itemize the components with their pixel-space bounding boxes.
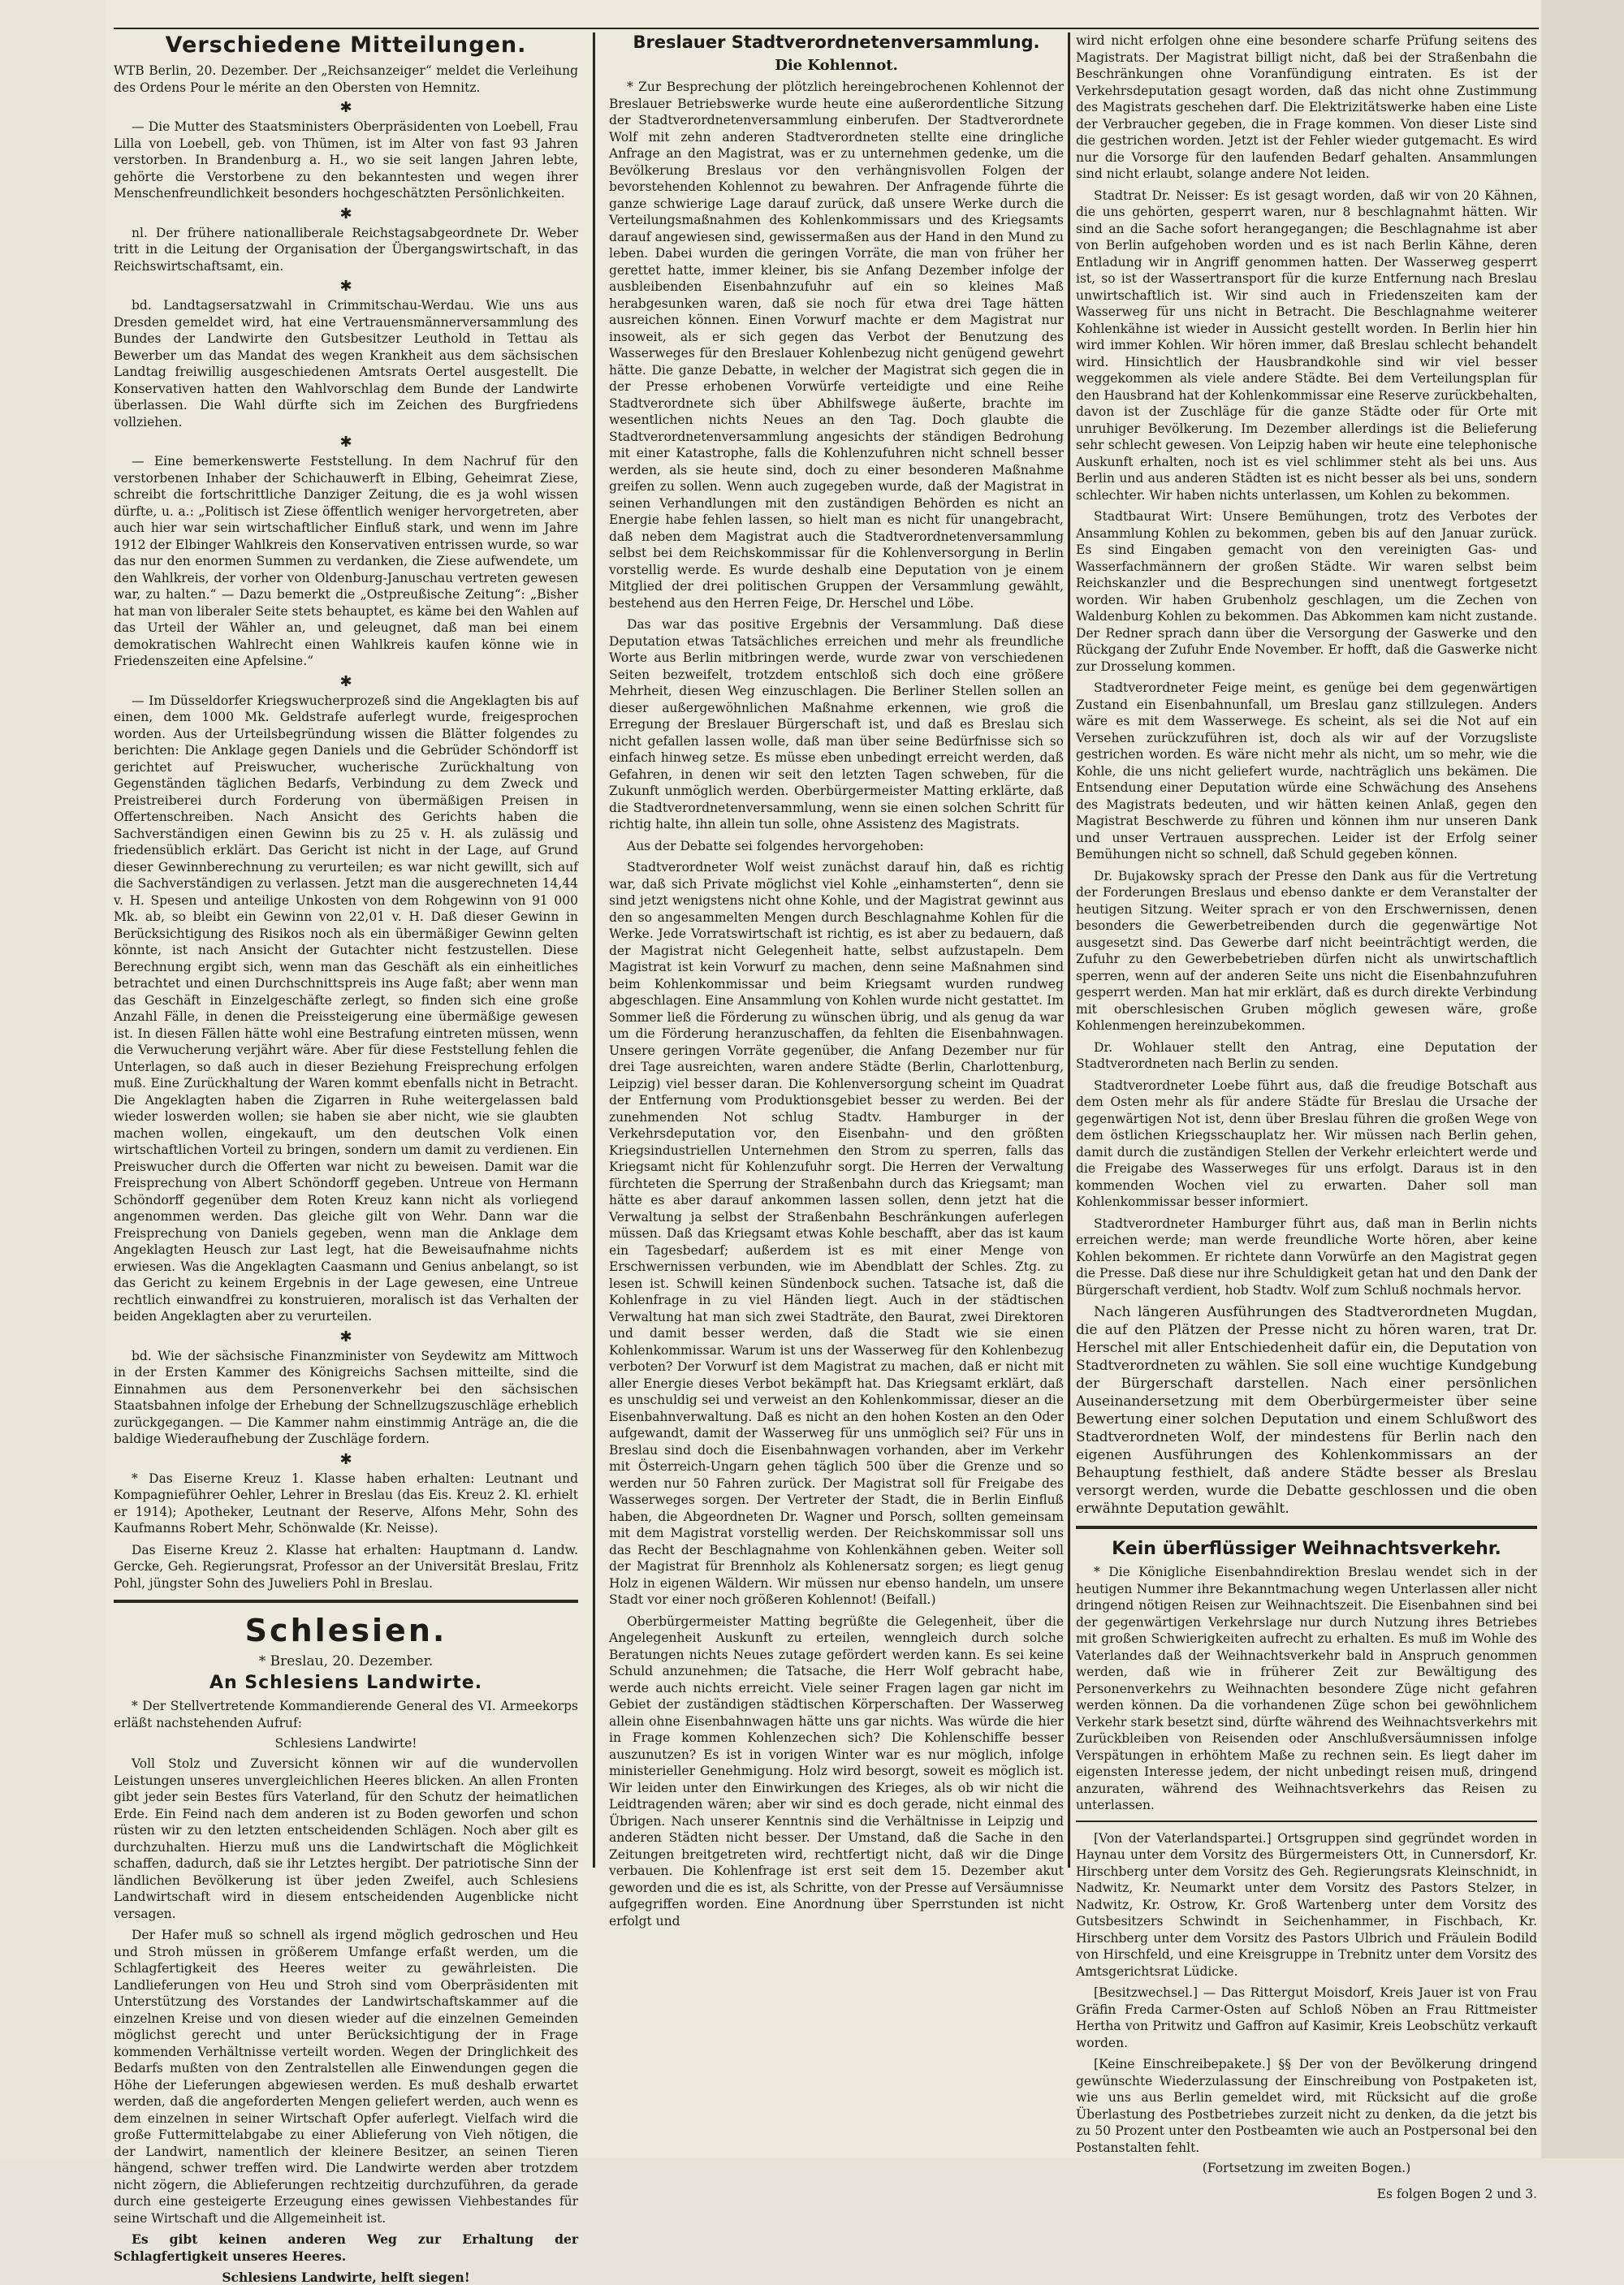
article-paragraph: Nach längeren Ausführungen des Stadtverordneten Mugdan, die auf den Plätzen der Presse nicht zu hören waren, trat Dr. Herschel mit aller Entschiedenheit dafür ein, die Deputation von Stadtverordneten zu wählen. Sie soll eine wuchtige Kundgebung der Bürgerschaft darstellen. Nach einer persönlichen Auseinandersetzung mit dem Oberbürgermeister über seine Bewertung einer solchen Deputation und einem Schlußwort des Stadtverordneten Wolf, der mindestens für Berlin nach den eigenen Ausführungen des Kohlenkommissars an der Behauptung festhielt, daß andere Städte besser als Breslau versorgt werden, wurde die Debatte geschlossen und die oben erwähnte Deputation gewählt. [1076,1304,1537,1517]
section-rule [1076,1526,1537,1529]
separator-star: ✱ [339,1328,352,1346]
column-left [114,32,578,2285]
article-paragraph: Aus der Debatte sei folgendes hervorgehoben: [627,838,924,853]
article-paragraph: Das war das positive Ergebnis der Versammlung. Daß diese Deputation etwas Tatsächliches erreichen und mehr als freundliche Worte aus Berlin mitbringen werde, wurde zwar von verschiedenen Seiten bezweifelt, trotzdem entschloß sich doch eine größere Mehrheit, diesen Weg einzuschlagen. Die Berliner Stellen sollen an dieser außergewöhnlichen Maßnahme erkennen, wie groß die Erregung der Breslauer Bürgerschaft ist, und daß es Breslau sich nicht gefallen lassen wolle, daß man über seine Bedürfnisse sich so einfach hinweg setze. Es müsse eben unbedingt erreicht werden, daß Gefahren, in denen wir seit den letzten Tagen schweben, für die Zukunft unmöglich werden. Oberbürgermeister Matting erklärte, daß die Stadtverordnetenversammlung, wenn sie einen solchen Schritt für richtig halte, ihn allein tun solle, ohne Assistenz des Magistrats. [609,617,1064,831]
article-paragraph: [Keine Einschreibepakete.] §§ Der von der Bevölkerung dringend gewünschte Wiederzulassung der Einschreibung von Postpaketen ist, wie uns aus Berlin gemeldet wird, mit Rücksicht auf die große Überlastung des Postbetriebes zurzeit nicht zu denken, da die jetzt bis zu 50 Prozent unter den Postbeamten wie auch an Postpersonal bei den Postanstalten fehlt. [1076,2057,1537,2155]
separator-star: ✱ [339,278,352,295]
article-paragraph: — Die Mutter des Staatsministers Oberpräsidenten von Loebell, Frau Lilla von Loebell, geb. von Thümen, ist im Alter von fast 93 Jahren verstorben. In Brandenburg a. H., wo sie seit langen Jahren lebte, gehörte die Verstorbene zu den bekanntesten und wegen ihrer Menschenfreundlichkeit besonders hochgeschätzten Persönlichkeiten. [114,119,578,201]
separator-star: ✱ [339,205,352,222]
article-headline-weihnachtsverkehr: Kein überflüssiger Weihnachtsverkehr. [1112,1539,1501,1559]
separator-star: ✱ [339,672,352,690]
section-heading-mitteilungen: Verschiedene Mitteilungen. [165,32,527,58]
article-paragraph: bd. Landtagsersatzwahl in Crimmitschau-Werdau. Wie uns aus Dresden gemeldet wird, hat eine Vertrauensmännerversammlung des Bundes der Landwirte den Gutsbesitzer Leuthold in Tettau als Bewerber um das Mandat des wegen Krankheit aus dem sächsischen Landtag freiwillig ausgeschiedenen Amtsrats Oertel ausgestellt. Die Konservativen hatten den Wahlvorschlag dem Bunde der Landwirte überlassen. Die Wahl dürfte sich im Zeichen des Burgfriedens vollziehen. [114,298,578,430]
article-paragraph: * Zur Besprechung der plötzlich hereingebrochenen Kohlennot der Breslauer Betriebswerke wurde heute eine außerordentliche Sitzung der Stadtverordnetenversammlung einberufen. Der Stadtverordnete Wolf mit zehn anderen Stadtverordneten stellte eine dringliche Anfrage an den Magistrat, was er zu unternehmen gedenke, um die Bevölkerung Breslaus vor den verhängnisvollen Folgen der bevorstehenden Kohlennot zu bewahren. Der Anfragende führte die ganze schwierige Lage darauf zurück, daß unsere Werke durch die Verteilungsmaßnahmen des Kohlenkommissars und des Kriegsamts darauf angewiesen sind, gewissermaßen aus der Hand in den Mund zu leben. Dabei wurden die geringen Vorräte, die man von früher her gerettet hatte, immer kleiner, bis sie Anfang Dezember infolge der ausbleibenden Eisenbahnzufuhr auf ein so kleines Maß herabgesunken waren, daß sie noch für etwa drei Tage hätten ausreichen können. Einen Vorwurf machte er dem Magistrat nur insoweit, als er sich gegen das Verbot der Benutzung des Wasserweges für den Breslauer Kohlenbezug nicht genügend gewehrt hätte. Die ganze Debatte, in welcher der Magistrat sich gegen die in der Presse erhobenen Vorwürfe verteidigte und eine Reihe Stadtverordnete sich über Abhilfswege äußerte, brachte im wesentlichen nichts Neues an den Tag. Doch glaubte die Stadtverordnetenversammlung angesichts der ständigen Bedrohung mit einer Katastrophe, falls die Kohlenzufuhren nicht schnell besser werden, als sie heute sind, doch zu einer besonderen Maßnahme greifen zu sollen. Wenn auch zugegeben wurde, daß der Magistrat in seinen Verhandlungen mit den zuständigen Behörden es nicht an Energie habe fehlen lassen, so hielt man es nicht für unangebracht, daß neben dem Magistrat auch die Stadtverordnetenversammlung selbst bei dem Reichskommissar für die Kohlenversorgung in Berlin vorstellig werde. Es wurde deshalb eine Deputation von je einem Mitglied der drei politischen Gruppen der Versammlung gewählt, bestehend aus den Herren Feige, Dr. Herschel und Löbe. [609,80,1064,611]
article-paragraph: * Das Eiserne Kreuz 1. Klasse haben erhalten: Leutnant und Kompagnieführer Oehler, Lehrer in Breslau (das Eis. Kreuz 2. Kl. erhielt er 1914); Apotheker, Leutnant der Reserve, Alfons Mehr, Sohn des Kaufmanns Robert Mehr, Schönwalde (Kr. Neisse). [114,1471,578,1536]
appeal-closing: Schlesiens Landwirte, helft siegen! [222,2270,470,2285]
section-rule [114,1600,578,1603]
page-edge [1541,0,1624,2158]
page-margin [0,0,106,2158]
section-heading-schlesien: Schlesien. [244,1613,447,1648]
article-paragraph: Stadtbaurat Wirt: Unsere Bemühungen, trotz des Verbotes der Ansammlung Kohlen zu bekommen, geben bis auf den Januar zurück. Es sind Eingaben gemacht von den vereinigten Gas- und Wasserfachmännern der großen Städte. Wir waren selbst beim Reichskanzler und die Besprechungen sind unentwegt fortgesetzt worden. Wir haben Grubenholz geschlagen, um die Zechen von Waldenburg Kohlen zu bekommen. Das Abkommen kam nicht zustande. Der Redner sprach dann über die Versorgung der Gaswerke und den Rückgang der Zufuhr Ende November. Er hofft, daß die Gaswerke nicht zur Drosselung kommen. [1076,509,1537,674]
article-headline: An Schlesiens Landwirte. [209,1673,483,1693]
column-right [1076,32,1537,2201]
continuation-note: (Fortsetzung im zweiten Bogen.) [1202,2161,1411,2175]
article-paragraph: [Besitzwechsel.] — Das Rittergut Moisdorf, Kreis Jauer ist von Frau Gräfin Freda Carmer-Osten auf Schloß Nöben an Frau Rittmeister Hertha von Pritwitz und Gaffron auf Kasimir, Kreis Leobschütz verkauft worden. [1076,1985,1537,2050]
separator-star: ✱ [339,99,352,116]
dateline: * Breslau, 20. Dezember. [258,1653,434,1669]
article-paragraph: nl. Der frühere nationalliberale Reichstagsabgeordnete Dr. Weber tritt in die Leitung der Organisation der Übergangswirtschaft, in das Reichswirtschaftsamt, ein. [114,225,578,274]
column-middle [609,32,1064,1929]
separator-star: ✱ [339,434,352,451]
column-rule-1 [593,32,595,1868]
article-paragraph: Dr. Wohlauer stellt den Antrag, eine Deputation der Stadtverordneten nach Berlin zu senden. [1076,1039,1537,1071]
article-paragraph: * Der Stellvertretende Kommandierende General des VI. Armeekorps erläßt nachstehenden Aufruf: [114,1699,578,1730]
article-paragraph: WTB Berlin, 20. Dezember. Der „Reichsanzeiger“ meldet die Verleihung des Ordens Pour le mérite an den Obersten von Hemnitz. [114,63,578,95]
article-paragraph: Dr. Bujakowsky sprach der Presse den Dank aus für die Vertretung der Forderungen Breslaus und ebenso dankte er dem Veranstalter der heutigen Sitzung. Weiter sprach er von den Erschwernissen, denen besonders die Gewerbetreibenden durch die gegenwärtige Not ausgesetzt sind. Das Gewerbe darf nicht beeinträchtigt werden, die Zufuhr zu den Gewerbebetrieben dürfen nicht als unwirtschaftlich sperren, wenn auf der anderen Seite uns nicht die Eisenbahnzufuhren gesperrt werden. Man hat mir erklärt, daß es durch direkte Verbindung mit oberschlesischen Gruben möglich gewesen wäre, große Kohlenmengen hereinzubekommen. [1076,868,1537,1033]
page-footer-note: Es folgen Bogen 2 und 3. [1376,2187,1537,2201]
article-paragraph: Voll Stolz und Zuversicht können wir auf die wundervollen Leistungen unseres unvergleichlichen Heeres blicken. An allen Fronten gibt jeder sein Bestes fürs Vaterland, für den Schutz der heimatlichen Erde. Ein Feind nach dem anderen ist zu Boden geworfen und schon rüsten wir zu den letzten entscheidenden Schlägen. Noch aber gilt es durchzuhalten. Hierzu muß uns die Landwirtschaft die Möglichkeit schaffen, dadurch, daß sie ihr Letztes hergibt. Der patriotische Sinn der ländlichen Bevölkerung ist über jeden Zweifel, auch Schlesiens Landwirtschaft wird in diesem entscheidenden Augenblicke nicht versagen. [114,1756,578,1921]
column-rule-2 [1068,32,1070,1868]
article-paragraph: Das Eiserne Kreuz 2. Klasse hat erhalten: Hauptmann d. Landw. Gercke, Geh. Regierungsrat, Professor an der Universität Breslau, Fritz Pohl, jüngster Sohn des Juweliers Pohl in Breslau. [114,1542,578,1591]
section-heading-stadtverordneten: Breslauer Stadtverordnetenversammlung. [633,32,1040,52]
article-paragraph: [Von der Vaterlandspartei.] Ortsgruppen sind gegründet worden in Haynau unter dem Vorsitz des Bürgermeisters Ott, in Cunnersdorf, Kr. Hirschberg unter dem Vorsitz des Geh. Regierungsrats Kleinschnidt, in Nadwitz, Kr. Neumarkt unter dem Vorsitz des Pastors Stelzer, in Nadwitz, Kr. Ostrow, Kr. Groß Wartenberg unter dem Vorsitz des Gutsbesitzers Schwindt in Seichenhammer, in Fischbach, Kr. Hirschberg unter dem Vorsitz des Pastors Ulbrich und Fräulein Bodild von Hirschfeld, und eine Kreisgruppe in Trebnitz unter dem Vorsitz des Amtsgerichtsrat Lüdicke. [1076,1830,1537,1979]
article-paragraph: bd. Wie der sächsische Finanzminister von Seydewitz am Mittwoch in der Ersten Kammer des Königreichs Sachsen mitteilte, sind die Einnahmen aus dem Personenverkehr bei den sächsischen Staatsbahnen infolge der Erhebung der Schnellzugszuschläge erheblich zurückgegangen. — Die Kammer nahm einstimmig Anträge an, die die baldige Wiederaufhebung der Zuschläge fordern. [114,1348,578,1446]
article-paragraph: Oberbürgermeister Matting begrüßte die Gelegenheit, über die Angelegenheit Auskunft zu erteilen, wenngleich durch solche Beratungen nichts Neues zutage gefördert werden kann. Es sei keine Schuld anzunehmen; die Tatsache, die Herr Wolf gebracht habe, werde auch nichts erreicht. Viele seiner Fragen lagen gar nicht im Gebiet der zuständigen städtischen Körperschaften. Der Wasserweg allein ohne Eisenbahnwagen hätte uns gar nichts. Was würde die hier in Frage kommen Kohlenzechen sich? Die Kohlenschiffe besser auszunutzen? Es ist in vorigen Winter war es nur möglich, infolge ministerieller Genehmigung. Holz wird besorgt, soweit es möglich ist. Wir leiden unter den Einwirkungen des Krieges, als ob wir nicht die Leidtragenden wären; aber wir sind es doch gerade, nicht einmal des Übrigen. Nach unserer Kenntnis sind die Verhältnisse in Leipzig und anderen Städten nicht besser. Der Umstand, daß die Sache in den Zeitungen breitgetreten wird, rechtfertigt nicht, daß wir die Dinge verbauen. Die Kohlenfrage ist erst seit dem 15. Dezember akut geworden und die es ist, als Schritte, von der Presse auf Versäumnisse aufgegriffen worden. Eine Anordnung über Sperrstunden ist nicht erfolgt und [609,1613,1064,1929]
article-subheading: Die Kohlennot. [775,57,898,74]
article-paragraph: wird nicht erfolgen ohne eine besondere scharfe Prüfung seitens des Magistrats. Der Magistrat billigt nicht, daß bei der Straßenbahn die Beschränkungen ohne Voranfündigung eintraten. Es ist der Verkehrsdeputation gesagt worden, daß das nicht ohne Zustimmung des Magistrats geschehen darf. Die Elektrizitätswerke haben eine Liste der Verbraucher gegeben, die in Frage kommen. Von dieser Liste sind die gestrichen worden. Jetzt ist der Fehler wieder gutgemacht. Es wird nur die Vorsorge für den laufenden Bedarf gehalten. Ansammlungen sind nicht erlaubt, solange andere Not leiden. [1076,33,1537,181]
top-rule [114,28,1539,29]
article-paragraph: — Im Düsseldorfer Kriegswucherprozeß sind die Angeklagten bis auf einen, dem 1000 Mk. Geldstrafe auferlegt wurde, freigesprochen worden. Aus der Urteilsbegründung wissen die Blätter folgendes zu berichten: Die Anklage gegen Daniels und die Gebrüder Schöndorff ist gerichtet auf Preiswucher, wucherische Zurückhaltung von Gegenständen täglichen Bedarfs, Verbindung zu dem Zweck und Preistreiberei durch Forderung von übermäßigen Preisen in Offertenschreiben. Nach Ansicht des Gerichts haben die Sachverständigen einen Gewinn bis zu 25 v. H. als zulässig und friedensüblich erklärt. Das Gericht ist nicht in der Lage, auf Grund dieser Gewinnberechnung zu verurteilen; es war nicht gewillt, sich auf die Sachverständigen zu verlassen. Jetzt man die ausgerechneten 14,44 v. H. Spesen und anteilige Unkosten von dem Rohgewinn von 91 000 Mk. ab, so bleibt ein Gewinn von 22,01 v. H. Daß dieser Gewinn in Berücksichtigung des Risikos noch als ein übermäßiger Gewinn gelten könnte, ist nach Ansicht der Gutachter nicht festzustellen. Diese Berechnung ergibt sich, wenn man das Geschäft als ein einheitliches betrachtet und einen Durchschnittspreis ins Auge faßt; aber wenn man das Geschäft in Einzelgeschäfte zerlegt, so finden sich eine große Anzahl Fälle, in denen die Preissteigerung eine übermäßige gewesen ist. In diesen Fällen hätte wohl eine Bestrafung eintreten müssen, wenn die Verwucherung verjährt wäre. Aber für diese Feststellung fehlen die Unterlagen, so daß auch in dieser Beziehung Freisprechung erfolgen muß. Eine Zurückhaltung der Waren kommt ebenfalls nicht in Betracht. Die Angeklagten haben die Zigarren in Ruhe weitergelassen bald wieder loswerden wollen; sie haben sie aber nicht, wie sie glaubten machen wollen, eingekauft, um den deutschen Volk einen wirtschaftlichen Vorteil zu bringen, sondern um damit zu verdienen. Ein Preiswucher durch die Offerten war nicht zu beweisen. Damit war die Freisprechung von Albert Schöndorff gegeben. Untreue von Hermann Schöndorff gegenüber dem Roten Kreuz kann nicht als vorliegend angenommen werden. Das gleiche gilt von Wehr. Dann war die Freisprechung von Daniels gegeben, wenn man die Anklage dem Angeklagten Heusch zur Last legt, hat die Beweisaufnahme nichts erwiesen. Was die Angeklagten Caasmann und Genius anbelangt, so ist das Gericht zu keinem Ergebnis in der Lage gewesen, eine Untreue rechtlich einwandfrei zu konstruieren, moralisch ist das Verhalten der beiden Angeklagten aber zu verurteilen. [114,693,578,1324]
article-rule [1076,1821,1537,1822]
article-paragraph: — Eine bemerkenswerte Feststellung. In dem Nachruf für den verstorbenen Inhaber der Schichauwerft in Elbing, Geheimrat Ziese, schreibt die fortschrittliche Danziger Zeitung, die es ja wohl wissen dürfte, u. a.: „Politisch ist Ziese öffentlich weniger hervorgetreten, aber auch hier war sein wirtschaftlicher Einfluß stark, und wenn im Jahre 1912 der Elbinger Wahlkreis den Konservativen entrissen wurde, so war das nur den enormen Summen zu verdanken, die Ziese aufwendete, um den Wahlkreis, der vorher von Oldenburg-Januschau vertreten gewesen war, zu halten.“ — Dazu bemerkt die „Ostpreußische Zeitung“: „Bisher hat man von liberaler Seite stets behauptet, es käme bei den Wahlen auf das Urteil der Wähler an, und geleugnet, daß man bei einem demokratischen Wahlrecht einen Wahlkreis kaufen könne wie in Friedenszeiten eine Apfelsine.“ [114,454,578,668]
appeal-address: Schlesiens Landwirte! [274,1736,417,1751]
article-paragraph: Stadtrat Dr. Neisser: Es ist gesagt worden, daß wir von 20 Kähnen, die uns gehörten, gesperrt waren, nur 8 beschlagnahmt hätten. Wir sind an die Sache sofort herangegangen; die Beschlagnahme ist aber von Berlin aufgehoben worden und es ist nach Berlin Kähne, deren Entladung wir in Angriff genommen hatten. Der Wasserweg gesperrt ist, so ist der Wassertransport für die kurze Entfernung nach Breslau unwirtschaftlich ist. Wir sind auch in Friedenszeiten kam der Wasserweg für uns nicht in Betracht. Die Beschlagnahme weiterer Kohlenkähne ist wieder in Aussicht gestellt worden. In Berlin hier hin wird immer Kohlen. Wir hören immer, daß Breslau schlecht behandelt wird. Hinsichtlich der Hausbrandkohle sind wir viel besser weggekommen als viele andere Städte. Bei dem Verteilungsplan für den Hausbrand hat der Kohlenkommissar eine Reserve zurückbehalten, davon ist der Zuschläge für die ganze Städte oder für Orte mit unruhiger Bevölkerung. Im Dezember allerdings ist die Belieferung sehr schlecht gewesen. Von Leipzig haben wir heute eine telephonische Auskunft erhalten, noch ist es viel schlimmer steht als bei uns. Aus Berlin und aus anderen Städten ist es nicht besser als bei uns, sondern schlechter. Wir haben nichts unterlassen, um Kohlen zu bekommen. [1076,188,1537,503]
article-paragraph: * Die Königliche Eisenbahndirektion Breslau wendet sich in der heutigen Nummer ihre Bekanntmachung wegen Unterlassen aller nicht dringend nötigen Reisen zur Weihnachtszeit. Die Eisenbahnen sind bei der gegenwärtigen Verkehrslage nur durch Nutzung ihres Betriebes mit großen Schwierigkeiten aufrecht zu erhalten. Es muß im Wohle des Vaterlandes daß der Weihnachtsverkehr bald in Anspruch genommen werden, daß wie in früherer Zeit zur Bewältigung des Personenverkehrs zu Weihnachten besondere Züge nicht gefahren werden können. Da die vorhandenen Züge schon bei gewöhnlichem Verkehr stark besetzt sind, dürfte während des Weihnachtsverkehrs mit Zurückbleiben von Reisenden oder Anschlußversäumnissen infolge Verspätungen in erhöhtem Maße zu rechnen sein. Es liegt daher im eigensten Interesse jedem, der nicht unbedingt reisen muß, dringend anzuraten, während des Weihnachtsverkehrs das Reisen zu unterlassen. [1076,1565,1537,1812]
article-paragraph: Stadtverordneter Wolf weist zunächst darauf hin, daß es richtig war, daß sich Private möglichst viel Kohle „einhamsterten“, denn sie sind jetzt wenigstens nicht ohne Kohle, und der Magistrat gewinnt aus den so angesammelten Mengen durch Beschlagnahme Kohlen für die Werke. Jede Vorratswirtschaft ist richtig, es ist aber zu bedauern, daß der Magistrat nicht Gelegenheit hatte, selbst aufzustapeln. Dem Magistrat ist kein Vorwurf zu machen, denn seine Maßnahmen sind beim Kohlenkommissar und beim Kriegsamt wurden rundweg abgeschlagen. Eine Ansammlung von Kohlen wurde nicht gestattet. Im Sommer ließ die Förderung zu wünschen übrig, und als genug da war um die Förderung heranzuschaffen, da fehlten die Eisenbahnwagen. Unsere geringen Vorräte gegenüber, die Anfang Dezember nur für drei Tage ausreichten, waren andere Städte (Berlin, Charlottenburg, Leipzig) viel besser daran. Die Kohlenversorgung scheint im Quadrat der Entfernung vom Produktionsgebiet besser zu werden. Bei der zunehmenden Not schlug Stadtv. Hamburger in der Verkehrsdeputation vor, den Eisenbahn- und den größten Kriegsindustriellen Unternehmen den Strom zu sperren, falls das Kriegsamt nicht für Kohlenzufuhr sorgt. Die Herren der Verwaltung fürchteten die Sperrung der Straßenbahn durch das Kriegsamt; man hätte es aber darauf ankommen lassen sollen, denn jetzt hat die Verwaltung ja selbst der Straßenbahn Beschränkungen auferlegen müssen. Daß das Kriegsamt etwas Kohle beschafft, aber das ist kaum ein Tagesbedarf; außerdem ist es mit einer Menge von Erschwernissen verbunden, wie im Abendblatt der Schles. Ztg. zu lesen ist. Schwill keinen Sündenbock suchen. Tatsache ist, daß die Kohlenfrage in zu viel Händen liegt. Auch in der städtischen Verwaltung hat man sich zwei Stadträte, den Baurat, zwei Direktoren und damit besser werden, daß die Stadt wie sie einen Kohlenkommissar. Warum ist uns der Wasserweg für den Kohlenbezug verboten? Der Vorwurf ist dem Magistrat zu machen, daß er nicht mit aller Energie dieses Verbot bekämpft hat. Das Kriegsamt erklärt, daß es unschuldig sei und verweist an den Kohlenkommissar, dieser an die Eisenbahnverwaltung. Daß es nicht an den hohen Kosten an den Oder aufgewandt, damit der Wasserweg für uns unmöglich sei? Für uns in Breslau sind doch die Eisenbahnwagen vorhanden, aber im Verkehr mit Österreich-Ungarn gehen täglich 500 über die Grenze und so werden nur 50 Fahren zurück. Der Magistrat soll für Freigabe des Wasserweges sorgen. Der Vertreter der Stadt, die in Berlin Einfluß haben, die Abgeordneten Dr. Wagner und Porsch, sollten gemeinsam mit dem Magistrat vorstellig werden. Der Reichskommissar soll uns das Recht der Beschlagnahme von Kohlenkähnen geben. Weiter soll der Magistrat für Brennholz als Kohlenersatz sorgen; es liegt genug Holz in eigenen Wäldern. Wir müssen nur ebenso handeln, um unsere Stadt vor einer noch größeren Kohlennot! (Beifall.) [609,860,1064,1607]
article-paragraph: Der Hafer muß so schnell als irgend möglich gedroschen und Heu und Stroh müssen in größerem Umfange erfaßt werden, um die Schlagfertigkeit des Heeres weiter zu gewährleisten. Die Landlieferungen von Heu und Stroh sind vom Oberpräsidenten mit Unterstützung des Vorstandes der Landwirtschaftskammer auf die einzelnen Kreise und von diesen wieder auf die einzelnen Gemeinden möglichst gerecht und unter Berücksichtigung der in Frage kommenden Verhältnisse verteilt worden. Wegen der Dringlichkeit des Bedarfs mußten von den Zentralstellen alle Einwendungen gegen die Höhe der Lieferungen abgewiesen werden. Es muß deshalb erwartet werden, daß die angeforderten Mengen geliefert werden, auch wenn es dem einzelnen in seiner Wirtschaft Opfer auferlegt. Vielfach wird die große Futtermittelabgabe zu einer Ablieferung von Vieh nötigen, die der Landwirt, namentlich der kleinere Besitzer, an seinen Tieren hängend, schwer treffen wird. Die Landwirte werden aber trotzdem nicht zögern, die Ablieferungen rechtzeitig durchzuführen, da gerade durch eine gesteigerte Erzeugung eines gewissen Viehbestandes für seine Wirtschaft und die Allgemeinheit ist. [114,1928,578,2226]
article-paragraph: Stadtverordneter Loebe führt aus, daß die freudige Botschaft aus dem Osten mehr als für andere Städte für Breslau die Ursache der gegenwärtigen Not ist, denn über Breslau führen die großen Wege von dem östlichen Kriegsschauplatz her. Wir müssen nach Berlin gehen, damit durch die zuständigen Stellen der Verkehr erleichtert werde und die Freigabe des Wasserweges für uns erfolgt. Daraus ist in den kommenden Wochen viel zu erwarten. Daher soll man Kohlenkommissar besser informiert. [1076,1078,1537,1209]
article-paragraph: Stadtverordneter Feige meint, es genüge bei dem gegenwärtigen Zustand ein Eisenbahnunfall, um Breslau ganz stillzulegen. Anders wäre es mit dem Wasserwege. Es scheint, als sei die Not auf ein Versehen zurückzuführen ist, doch als wir auf der Vorzugsliste gestrichen worden. Es wäre nicht mehr als nicht, um so mehr, wie die Kohle, die uns nicht geliefert wurde, nachträglich uns bekämen. Die Entsendung einer Deputation würde eine Schwächung des Ansehens des Magistrats bedeuten, und wir hätten keinen Anlaß, gegen den Magistrat Beschwerde zu führen und können ihm nur unseren Dank und unser Vertrauen aussprechen. Leider ist der Erfolg seiner Bemühungen nicht so schnell, daß Schuld gegeben können. [1076,680,1537,862]
separator-star: ✱ [339,1450,352,1468]
article-paragraph: Es gibt keinen anderen Weg zur Erhaltung der Schlagfertigkeit unseres Heeres. [114,2231,578,2264]
article-paragraph: Stadtverordneter Hamburger führt aus, daß man in Berlin nichts erreichen werde; man werde freundliche Worte hören, aber keine Kohlen bekommen. Er richtete dann Vorwürfe an den Magistrat gegen die Presse. Daß diese nur ihre Schuldigkeit getan hat und den Dank der Bürgerschaft verdient, hob Stadtv. Wolf zum Schluß nochmals hervor. [1076,1216,1537,1298]
